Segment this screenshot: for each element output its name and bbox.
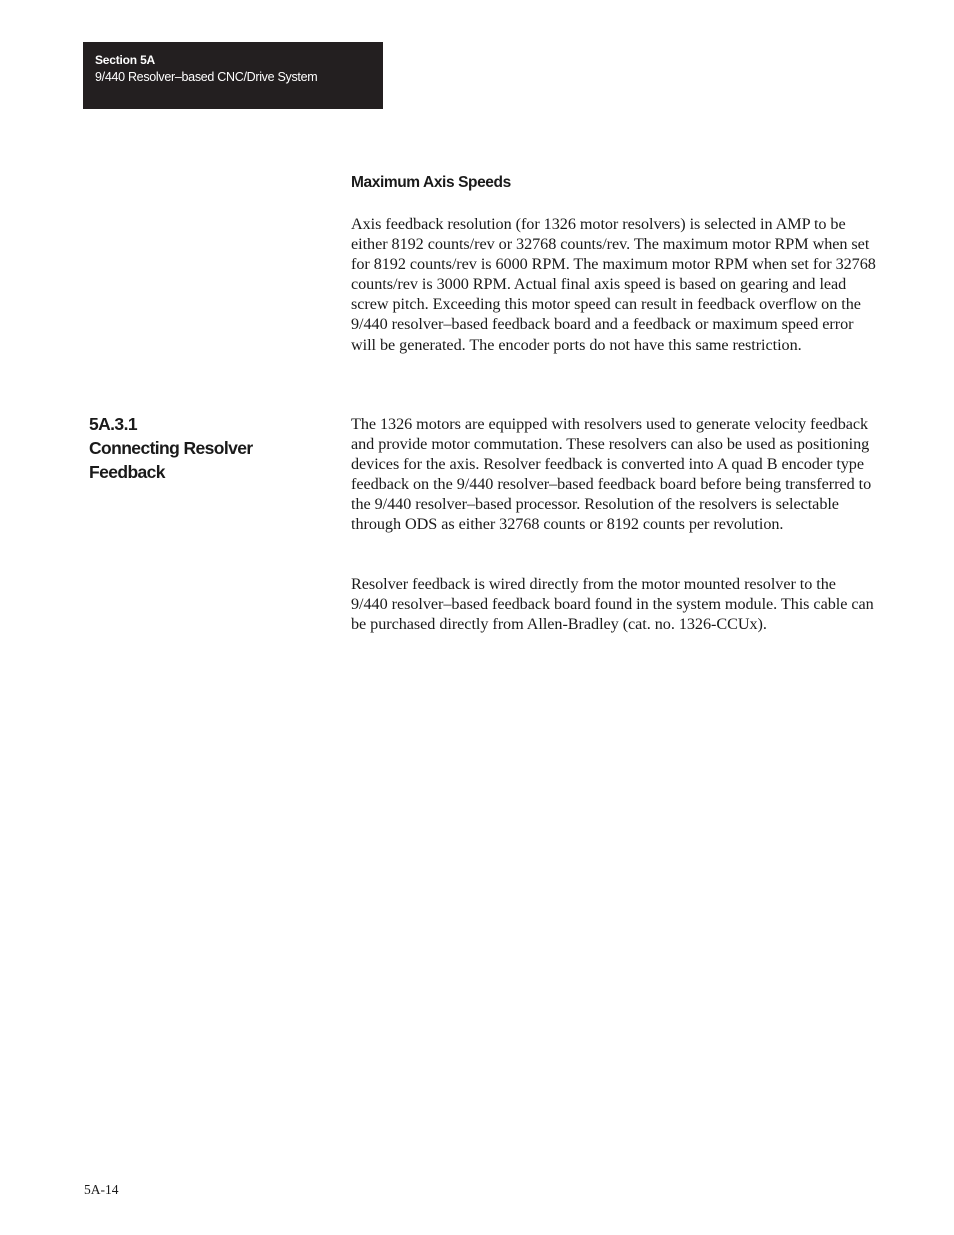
resolver-intro-paragraph: The 1326 motors are equipped with resolvers used to generate velocity feedback and provide motor commutation. These resolvers can also be used as positioning devices for the axis. Resolver feedback is converted into A quad B encoder type feedback on the 9/440 resolver–based feedback board before being transferred to the 9/440 resolver–based processor. Resolution of the resolvers is selectable through ODS as either 32768 counts or 8192 counts per revolution. [351,415,872,534]
section-5a31-title-line2: Feedback [89,462,165,482]
section-subtitle: 9/440 Resolver–based CNC/Drive System [95,70,318,84]
section-5a31-title-line1: Connecting Resolver [89,438,253,458]
max-axis-speeds-heading: Maximum Axis Speeds [351,174,511,191]
section-label: Section 5A [95,53,156,67]
max-axis-speeds-paragraph: Axis feedback resolution (for 1326 motor resolvers) is selected in AMP to be either 8192 counts/rev or 32768 counts/rev. The maximum motor RPM when set for 8192 counts/rev is 6000 RPM. The maximum motor RPM when set for 32768 counts/rev is 3000 RPM. Actual final axis speed is based on gearing and lead screw pitch. Exceeding this motor speed can result in feedback overflow on the 9/440 resolver–based feedback board and a feedback or maximum speed error will be generated. The encoder ports do not have this same restriction. [351,215,876,354]
section-5a31-number: 5A.3.1 [89,414,137,434]
resolver-wiring-paragraph: Resolver feedback is wired directly from the motor mounted resolver to the 9/440 resolver–based feedback board found in the system module. This cable can be purchased directly from Allen-Bradley (cat. no. 1326-CCUx). [351,575,874,634]
page-number: 5A-14 [84,1182,119,1197]
section-5a31-heading [89,412,329,484]
section-header-box [83,42,383,109]
